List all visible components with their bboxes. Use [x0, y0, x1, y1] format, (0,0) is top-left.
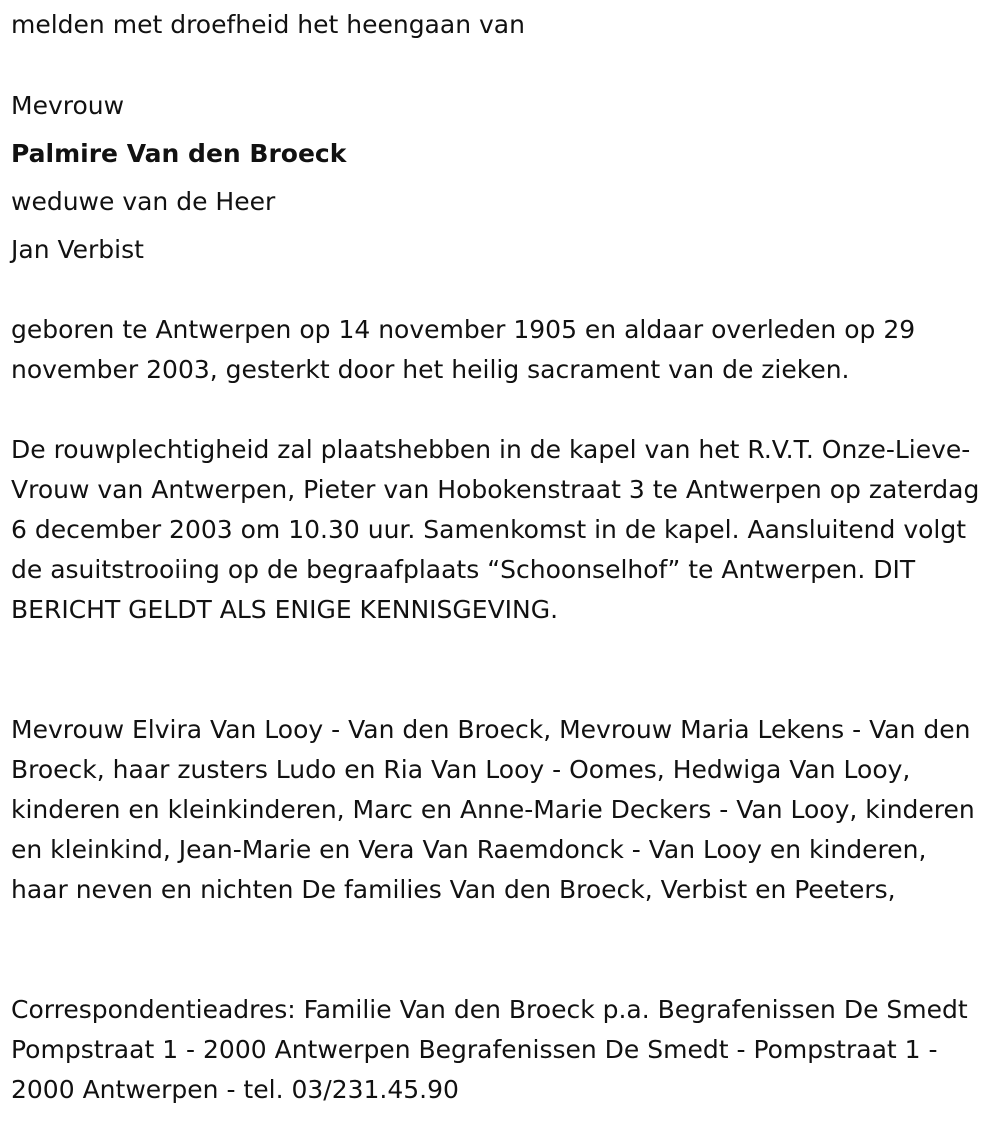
widow-line: weduwe van de Heer — [11, 187, 276, 216]
salutation: Mevrouw — [11, 91, 125, 120]
correspondence-paragraph: Correspondentieadres: Familie Van den Broeck p.a. Begrafenissen De Smedt Pompstraat 1 - 2000 Antwerpen Begrafenissen De Smedt - Pompstraat 1 - 2000 Antwerpen - tel. 03/231.45.90 — [11, 995, 968, 1104]
intro-text: melden met droefheid het heengaan van — [11, 10, 525, 39]
ceremony-paragraph: De rouwplechtigheid zal plaatshebben in de kapel van het R.V.T. Onze-Lieve-Vrouw van Antwerpen, Pieter van Hobokenstraat 3 te Antwerpen op zaterdag 6 december 2003 om 10.30 uur. Samenkomst in de kapel. Aansluitend volgt de asuitstrooiing op de begraafplaats “Schoonselhof” te Antwerpen. DIT BERICHT GELDT ALS ENIGE KENNISGEVING. — [11, 435, 980, 624]
family-paragraph: Mevrouw Elvira Van Looy - Van den Broeck, Mevrouw Maria Lekens - Van den Broeck, haar zusters Ludo en Ria Van Looy - Oomes, Hedwiga Van Looy, kinderen en kleinkinderen, Marc en Anne-Marie Deckers - Van Looy, kinderen en kleinkind, Jean-Marie en Vera Van Raemdonck - Van Looy en kinderen, haar neven en nichten De families Van den Broeck, Verbist en Peeters, — [11, 715, 975, 904]
deceased-name: Palmire Van den Broeck — [11, 139, 347, 168]
spouse-name: Jan Verbist — [11, 235, 144, 264]
birth-death-paragraph: geboren te Antwerpen op 14 november 1905 en aldaar overleden op 29 november 2003, gesterkt door het heilig sacrament van de zieken. — [11, 315, 916, 384]
